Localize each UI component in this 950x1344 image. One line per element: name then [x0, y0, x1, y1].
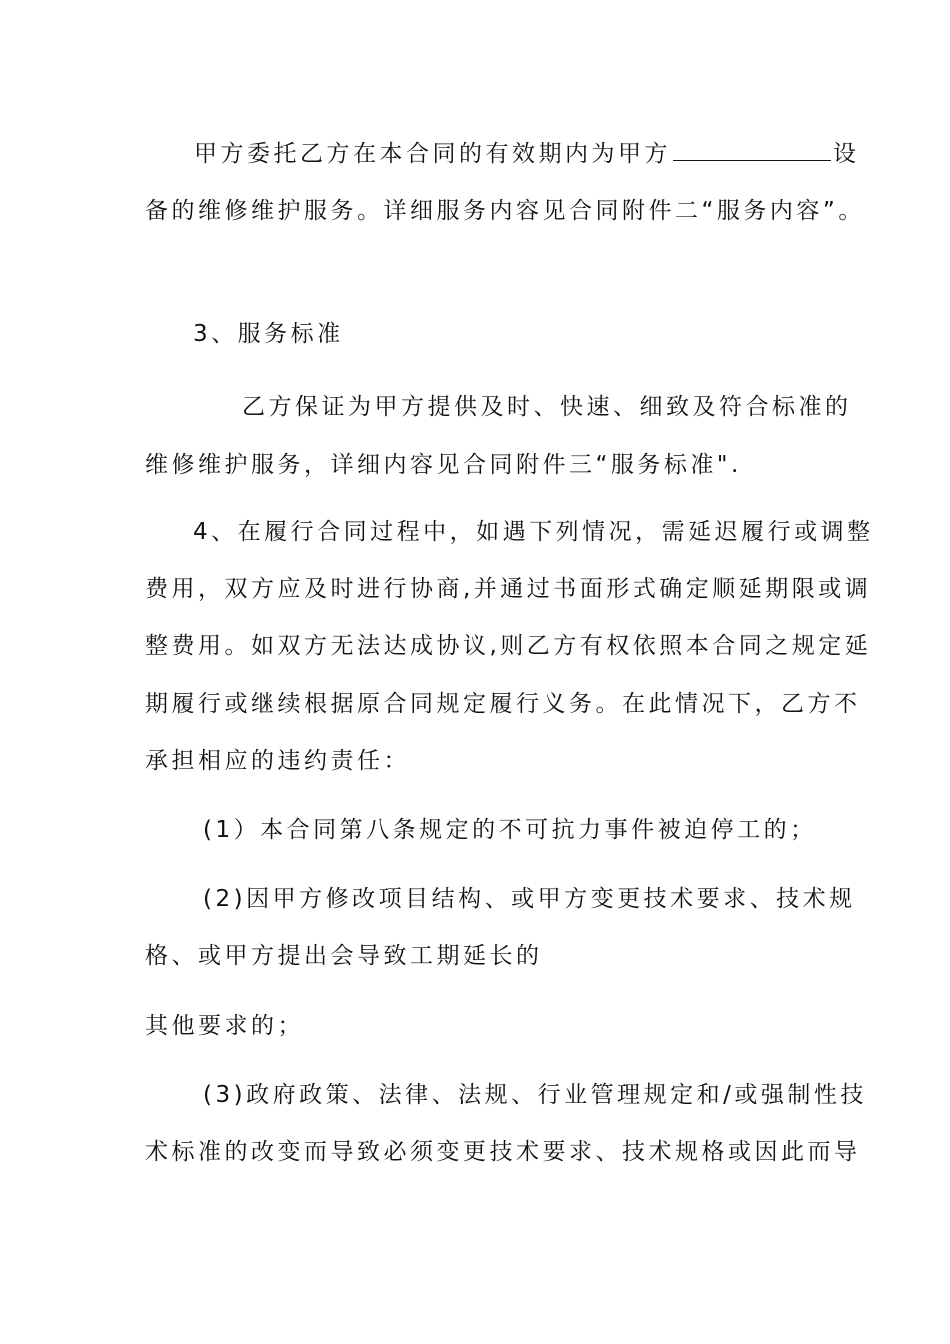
paragraph-line: 维修维护服务，详细内容见合同附件三“服务标准".	[145, 452, 742, 478]
paragraph-line: 4、在履行合同过程中，如遇下列情况，需延迟履行或调整	[193, 519, 874, 545]
paragraph-line: 备的维修维护服务。详细服务内容见合同附件二“服务内容”。	[145, 198, 865, 224]
list-item: (1）本合同第八条规定的不可抗力事件被迫停工的；	[203, 817, 817, 843]
list-item: (3)政府政策、法律、法规、行业管理规定和/或强制性技	[203, 1082, 867, 1108]
paragraph-line: 其他要求的；	[145, 1013, 304, 1039]
paragraph-line: 术标准的改变而导致必须变更技术要求、技术规格或因此而导	[145, 1139, 861, 1165]
paragraph-line	[194, 138, 860, 169]
fill-in-blank	[673, 138, 831, 161]
list-item: (2)因甲方修改项目结构、或甲方变更技术要求、技术规	[203, 886, 856, 912]
paragraph-line: 乙方保证为甲方提供及时、快速、细致及符合标准的	[242, 394, 852, 420]
text-segment: 甲方委托乙方在本合同的有效期内为甲方	[194, 141, 671, 167]
paragraph-line: 格、或甲方提出会导致工期延长的	[145, 943, 543, 969]
paragraph-line: 整费用。如双方无法达成协议,则乙方有权依照本合同之规定延	[145, 633, 872, 659]
section-heading: 3、服务标准	[193, 321, 344, 347]
paragraph-line: 承担相应的违约责任：	[145, 748, 410, 774]
paragraph-line: 期履行或继续根据原合同规定履行义务。在此情况下，乙方不	[145, 691, 861, 717]
text-segment: 设	[833, 141, 860, 167]
paragraph-line: 费用，双方应及时进行协商,并通过书面形式确定顺延期限或调	[145, 576, 872, 602]
